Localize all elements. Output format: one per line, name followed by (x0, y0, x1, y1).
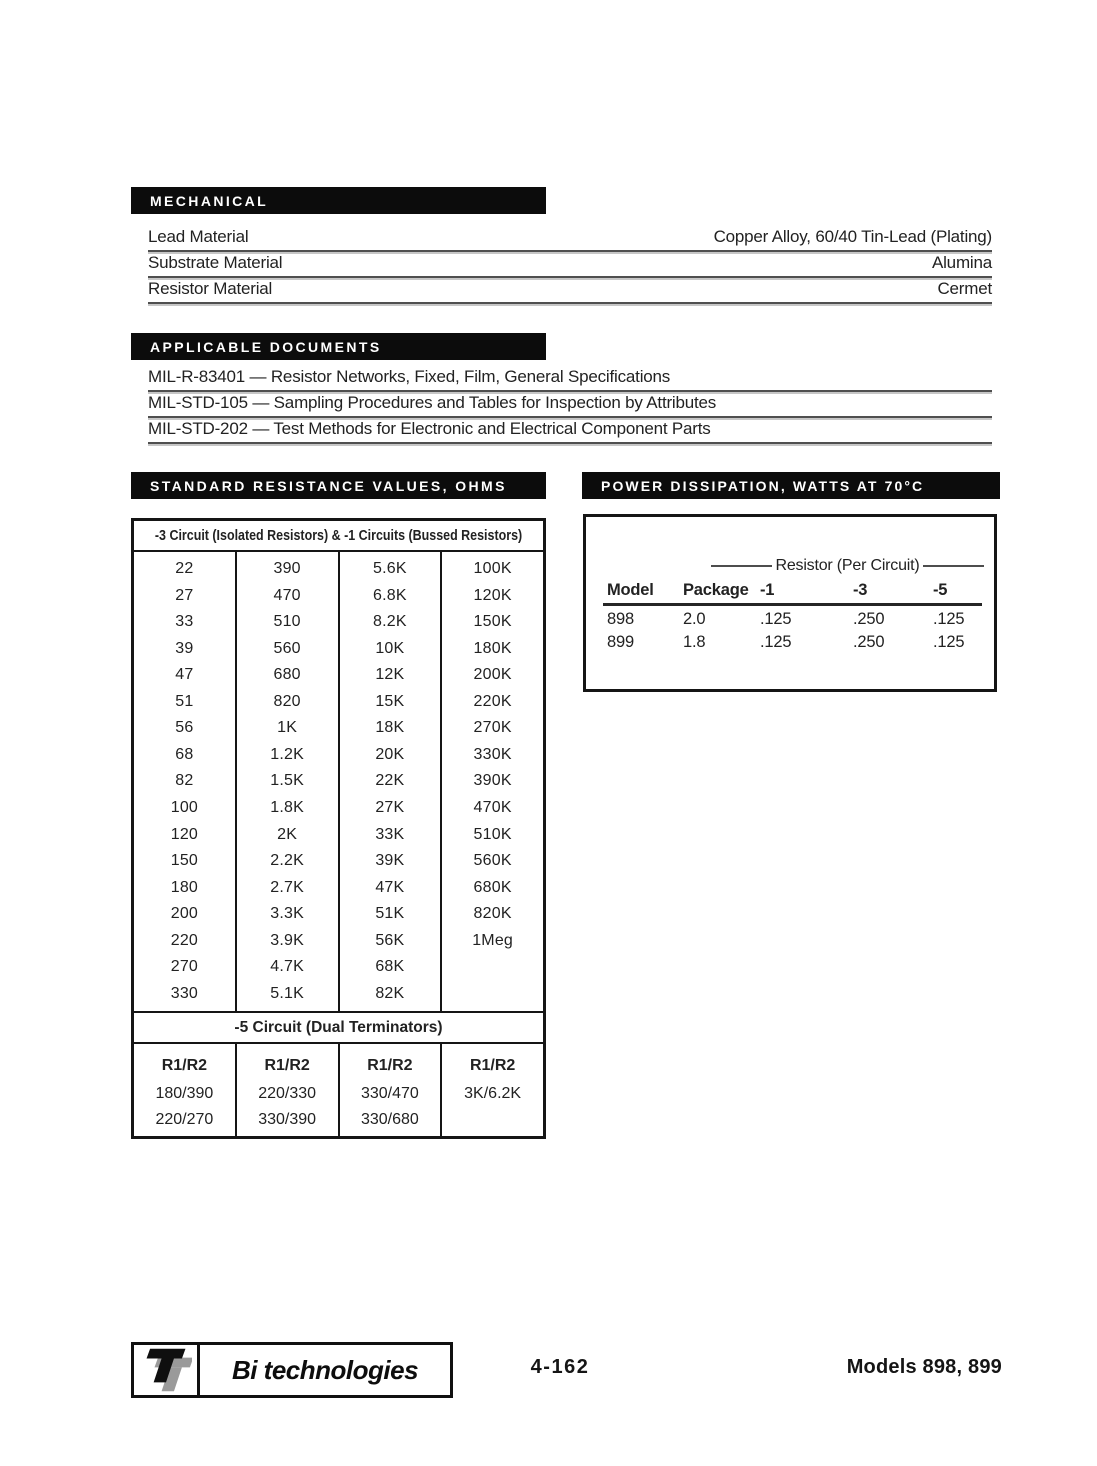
resistance-value: 82 (175, 772, 194, 790)
resistance-value: 180K (473, 639, 512, 657)
resistance-value: 470K (473, 799, 512, 817)
resistance-value: 510K (473, 825, 512, 843)
resistance-column-1 (134, 552, 237, 1011)
resistance-value: 200K (473, 666, 512, 684)
power-table-header-row (607, 581, 986, 600)
standard-resistance-section-bar (131, 472, 546, 499)
dual-terminator-column-header: R1/R2 (264, 1057, 310, 1074)
power-column-header: Package (683, 581, 749, 599)
span-rule-right (923, 565, 984, 567)
resistance-value: 22 (175, 560, 194, 578)
spec-value: Alumina (931, 253, 992, 272)
resistance-value: 560K (473, 852, 512, 870)
resistance-value: 15K (375, 692, 405, 710)
resistance-value: 1Meg (472, 931, 514, 949)
resistance-value: 5.6K (373, 560, 407, 578)
power-table-cell: .250 (853, 633, 885, 651)
dual-terminator-value (442, 1107, 543, 1133)
resistance-value: 390 (273, 560, 301, 578)
dual-terminator-column-4 (442, 1044, 543, 1136)
resistance-value: 100K (473, 560, 512, 578)
power-column-header: -1 (760, 581, 775, 599)
power-column-header: Model (607, 581, 654, 599)
applicable-documents-section-bar (131, 333, 546, 360)
resistance-value: 820K (473, 905, 512, 923)
mechanical-spec-rows (148, 226, 992, 304)
resistance-value: 150K (473, 613, 512, 631)
resistance-group1-header-text: -3 Circuit (Isolated Resistors) & -1 Circuits (Bussed Resistors) (154, 527, 523, 544)
applicable-documents-list (148, 366, 992, 444)
resistance-value: 39 (175, 639, 194, 657)
resistance-value: 270 (170, 958, 199, 976)
spec-row-lead-material (148, 226, 992, 252)
resistance-value (442, 980, 543, 1007)
document-item (148, 366, 992, 392)
models-label: Models 898, 899 (846, 1356, 1002, 1378)
resistance-value: 560 (273, 639, 301, 657)
resistance-value: 6.8K (373, 586, 407, 604)
resistance-value: 82K (375, 984, 405, 1002)
resistance-value: 12K (375, 666, 405, 684)
resistance-grid (134, 552, 543, 1011)
resistance-value: 22K (375, 772, 405, 790)
resistance-group2-header (134, 1011, 543, 1044)
resistance-value: 56K (375, 931, 405, 949)
power-table-cell: .125 (933, 633, 965, 651)
power-dissipation-table (583, 514, 997, 692)
resistance-value: 5.1K (270, 984, 304, 1002)
power-table-cell: 899 (607, 633, 634, 651)
resistance-value: 3.9K (270, 931, 304, 949)
resistance-value: 47K (375, 878, 405, 896)
resistance-value: 51 (175, 692, 194, 710)
resistance-value: 68 (175, 745, 194, 763)
power-table-cell: 898 (607, 610, 634, 628)
spec-label: Resistor Material (148, 279, 273, 298)
resistance-value: 39K (375, 852, 405, 870)
resistance-value: 68K (375, 958, 405, 976)
dual-terminator-value: 220/270 (155, 1111, 214, 1128)
resistance-value: 150 (170, 852, 199, 870)
resistance-value: 180 (170, 878, 199, 896)
resistance-column-3 (340, 552, 443, 1011)
span-rule-left (711, 565, 772, 567)
resistance-value: 120K (473, 586, 512, 604)
resistance-value: 51K (375, 905, 405, 923)
resistance-value: 2.2K (270, 852, 304, 870)
tt-monogram-icon (134, 1345, 200, 1395)
power-dissipation-section-bar (582, 472, 1000, 499)
dual-terminator-value: 330/390 (258, 1111, 317, 1128)
resistance-value: 470 (273, 586, 301, 604)
resistance-value: 200 (170, 905, 199, 923)
resistance-value (442, 954, 543, 981)
spec-row-substrate-material (148, 252, 992, 278)
resistor-per-circuit-span-header (711, 557, 984, 575)
power-table-header-rule (603, 603, 982, 606)
document-item-text: MIL-R-83401 — Resistor Networks, Fixed, Film, General Specifications (148, 367, 671, 386)
standard-resistance-title: STANDARD RESISTANCE VALUES, OHMS (150, 478, 507, 494)
mechanical-title: MECHANICAL (150, 193, 269, 209)
power-table-cell: .125 (760, 633, 792, 651)
power-table-cell: .125 (760, 610, 792, 628)
resistance-value: 10K (375, 639, 405, 657)
resistance-value: 18K (375, 719, 405, 737)
resistance-value: 20K (375, 745, 405, 763)
resistance-value: 220K (473, 692, 512, 710)
spec-label: Substrate Material (148, 253, 283, 272)
resistance-value: 270K (473, 719, 512, 737)
resistance-value: 330K (473, 745, 512, 763)
document-item-text: MIL-STD-105 — Sampling Procedures and Tables for Inspection by Attributes (148, 393, 717, 412)
dual-terminator-column-header: R1/R2 (367, 1057, 413, 1074)
power-table-cell: .125 (933, 610, 965, 628)
dual-terminator-column-1 (134, 1044, 237, 1136)
power-table-cell: 1.8 (683, 633, 706, 651)
resistance-group1-header (134, 521, 543, 552)
resistance-value: 220 (170, 931, 199, 949)
mechanical-section-bar (131, 187, 546, 214)
resistance-value: 3.3K (270, 905, 304, 923)
resistance-values-table (131, 518, 546, 1139)
applicable-documents-title: APPLICABLE DOCUMENTS (150, 339, 382, 355)
document-item (148, 418, 992, 444)
power-table-body (607, 608, 986, 654)
resistance-value: 2K (277, 825, 298, 843)
resistance-value: 510 (273, 613, 301, 631)
resistance-value: 100 (170, 799, 199, 817)
spec-value: Cermet (937, 279, 992, 298)
resistance-value: 390K (473, 772, 512, 790)
resistance-value: 27K (375, 799, 405, 817)
spec-row-resistor-material (148, 278, 992, 304)
spec-value: Copper Alloy, 60/40 Tin-Lead (Plating) (713, 227, 992, 246)
resistance-value: 820 (273, 692, 301, 710)
resistance-value: 33 (175, 613, 194, 631)
power-dissipation-title: POWER DISSIPATION, WATTS AT 70°C (601, 478, 925, 494)
resistance-value: 330 (170, 984, 199, 1002)
resistance-value: 4.7K (270, 958, 304, 976)
power-table-row (607, 608, 986, 631)
resistance-value: 1.5K (270, 772, 304, 790)
resistance-column-2 (237, 552, 340, 1011)
resistance-value: 1.2K (270, 745, 304, 763)
resistance-value: 56 (175, 719, 194, 737)
page-number: 4-162 (530, 1356, 590, 1378)
resistance-group2-header-text: -5 Circuit (Dual Terminators) (234, 1018, 443, 1036)
power-table-cell: 2.0 (683, 610, 706, 628)
power-table-cell: .250 (853, 610, 885, 628)
dual-terminator-value: 330/470 (360, 1085, 419, 1102)
dual-terminator-column-header: R1/R2 (469, 1057, 516, 1074)
dual-terminator-value: 220/330 (258, 1085, 317, 1102)
resistance-value: 120 (170, 825, 199, 843)
resistance-value: 1.8K (270, 799, 304, 817)
power-table-row (607, 631, 986, 654)
dual-terminator-column-3 (340, 1044, 443, 1136)
dual-terminator-grid (134, 1044, 543, 1136)
brand-name: Bi technologies (231, 1354, 419, 1385)
span-header-text: Resistor (Per Circuit) (775, 557, 920, 574)
resistance-column-4 (442, 552, 543, 1011)
resistance-value: 2.7K (270, 878, 304, 896)
resistance-value: 33K (375, 825, 405, 843)
brand-logo-box (131, 1342, 453, 1398)
dual-terminator-value: 180/390 (155, 1085, 214, 1102)
power-column-header: -3 (853, 581, 868, 599)
power-column-header: -5 (933, 581, 948, 599)
spec-label: Lead Material (148, 227, 249, 246)
dual-terminator-value: 330/680 (360, 1111, 419, 1128)
dual-terminator-column-header: R1/R2 (161, 1057, 208, 1074)
dual-terminator-value: 3K/6.2K (464, 1085, 522, 1102)
document-item (148, 392, 992, 418)
resistance-value: 680K (473, 878, 512, 896)
resistance-value: 47 (175, 666, 194, 684)
resistance-value: 8.2K (373, 613, 407, 631)
document-item-text: MIL-STD-202 — Test Methods for Electronic and Electrical Component Parts (148, 419, 711, 438)
resistance-value: 27 (175, 586, 194, 604)
resistance-value: 1K (277, 719, 298, 737)
dual-terminator-column-2 (237, 1044, 340, 1136)
resistance-value: 680 (273, 666, 301, 684)
